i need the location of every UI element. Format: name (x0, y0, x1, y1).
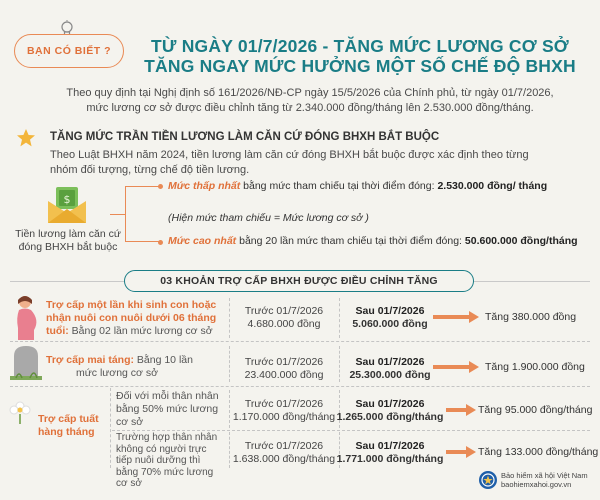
survivor-sub1-increase: Tăng 95.000 đồng/tháng (478, 404, 593, 416)
birth-allowance-desc: Bằng 02 lần mức lương cơ sở (68, 325, 213, 337)
minimum-level-line (168, 180, 547, 192)
birth-after (340, 305, 440, 331)
survivor-allowance-name (38, 413, 118, 439)
survivor-sub2-desc-line3: tiếp nuôi dưỡng thì (116, 455, 201, 466)
survivor-sub1-after-value: 1.265.000 đồng/tháng (336, 411, 444, 423)
intro-line1: Theo quy định tại Nghị định số 161/2026/NĐ-CP ngày 15/5/2026 của Chính phủ, từ ngày 01/7/2026, (66, 87, 554, 99)
bracket-connector (125, 186, 161, 242)
increase-arrow (433, 312, 479, 322)
survivor-allowance-name-line2: hàng tháng (38, 426, 95, 438)
survivor-sub1-after-label: Sau 01/7/2026 (355, 398, 425, 410)
maximum-level-value: 50.600.000 đồng/tháng (464, 235, 578, 247)
footer-org-name: Bảo hiểm xã hội Việt Nam (501, 471, 588, 480)
birth-allowance-name-line3: tuổi: (46, 325, 69, 337)
row-separator (10, 386, 590, 387)
bracket-connector-mid (110, 214, 126, 215)
page-title-line1: TỪ NGÀY 01/7/2026 - TĂNG MỨC LƯƠNG CƠ SỞ (151, 36, 569, 56)
survivor-sub2-after (334, 440, 446, 466)
section1-body-line1: Theo Luật BHXH năm 2024, tiền lương làm căn cứ đóng BHXH bắt buộc được xác định theo từng (50, 149, 529, 161)
flower-icon (6, 400, 34, 424)
funeral-allowance (46, 354, 226, 380)
survivor-sub2-desc-line5: cơ sở (116, 478, 142, 489)
tombstone-icon (10, 344, 42, 380)
social-insurance-logo (478, 470, 498, 490)
survivor-sub2-after-label: Sau 01/7/2026 (355, 440, 425, 452)
birth-before-value: 4.680.000 đồng (247, 318, 321, 330)
footer-site[interactable]: baohiemxahoi.gov.vn (501, 480, 572, 489)
maximum-level-label: Mức cao nhất (168, 235, 237, 247)
funeral-after (340, 356, 440, 382)
birth-allowance-name (46, 299, 226, 338)
intro-line2: mức lương cơ sở được điều chỉnh tăng từ 2.340.000 đồng/tháng lên 2.530.000 đồng/tháng. (86, 102, 534, 114)
row-separator (112, 430, 590, 431)
section2-heading: 03 KHOẢN TRỢ CẤP BHXH ĐƯỢC ĐIỀU CHỈNH TĂNG (124, 270, 474, 292)
funeral-after-value: 25.300.000 đồng (349, 369, 431, 381)
increase-arrow (446, 447, 476, 457)
salary-basis-label (6, 228, 130, 254)
salary-basis-label-line1: Tiền lương làm căn cứ (15, 228, 121, 240)
minimum-level-value: 2.530.000 đồng/ tháng (437, 180, 548, 192)
birth-allowance-name-line1: Trợ cấp một lần khi sinh con hoặc (46, 299, 217, 311)
birth-before-label: Trước 01/7/2026 (244, 305, 324, 317)
star-icon (16, 128, 36, 148)
survivor-sub2-before (230, 440, 338, 466)
survivor-sub1-after (334, 398, 446, 424)
survivor-sub1-before-label: Trước 01/7/2026 (244, 398, 324, 410)
survivor-sub2-after-value: 1.771.000 đồng/tháng (336, 453, 444, 465)
survivor-sub1-before-value: 1.170.000 đồng/tháng (232, 411, 336, 423)
survivor-sub1-before (230, 398, 338, 424)
survivor-sub2-before-label: Trước 01/7/2026 (244, 440, 324, 452)
birth-after-label: Sau 01/7/2026 (355, 305, 425, 317)
reference-note: (Hiện mức tham chiếu = Mức lương cơ sở ) (168, 212, 369, 224)
survivor-sub1-desc-line3: cơ sở (116, 416, 144, 428)
section1-body (50, 148, 580, 178)
maximum-level-text: bằng 20 lần mức tham chiếu tại thời điểm đóng: (236, 235, 465, 247)
bullet-dot (158, 240, 163, 245)
funeral-allowance-desc-line2: mức lương cơ sở (76, 367, 158, 379)
intro-text (40, 86, 580, 116)
maximum-level-line (168, 235, 578, 247)
row-separator (10, 341, 590, 342)
birth-allowance-name-line2: nhận nuôi con nuôi dưới 06 tháng (46, 312, 217, 324)
footer-org (501, 471, 588, 489)
increase-arrow (433, 362, 479, 372)
did-you-know-badge: BẠN CÓ BIẾT ? (14, 34, 124, 68)
survivor-sub2-increase: Tăng 133.000 đồng/tháng (478, 446, 599, 458)
salary-basis-label-line2: đóng BHXH bắt buộc (18, 241, 118, 253)
funeral-before-value: 23.400.000 đồng (244, 369, 324, 381)
survivor-sub2-desc (116, 432, 228, 490)
survivor-sub2-desc-line4: bằng 70% mức lương (116, 466, 214, 478)
funeral-before-label: Trước 01/7/2026 (244, 356, 324, 368)
survivor-sub1-desc (116, 390, 228, 429)
bullet-dot (158, 184, 163, 189)
funeral-increase: Tăng 1.900.000 đồng (485, 361, 585, 373)
minimum-level-label: Mức thấp nhất (168, 180, 241, 192)
funeral-allowance-desc-line1: Bằng 10 lần (133, 354, 193, 366)
birth-increase: Tăng 380.000 đồng (485, 311, 577, 323)
page-title-line2: TĂNG NGAY MỨC HƯỞNG MỘT SỐ CHẾ ĐỘ BHXH (144, 56, 576, 76)
survivor-sub1-desc-line2: bằng 50% mức lương (116, 403, 219, 415)
survivor-sub2-before-value: 1.638.000 đồng/tháng (232, 453, 336, 465)
money-envelope-icon (44, 185, 90, 225)
survivor-sub2-desc-line1: Trường hợp thân nhân (116, 432, 218, 443)
funeral-allowance-name: Trợ cấp mai táng: (46, 354, 134, 366)
section1-heading: TĂNG MỨC TRẦN TIỀN LƯƠNG LÀM CĂN CỨ ĐÓNG BHXH BẮT BUỘC (50, 131, 440, 143)
birth-after-value: 5.060.000 đồng (352, 318, 428, 330)
funeral-after-label: Sau 01/7/2026 (355, 356, 425, 368)
minimum-level-text: bằng mức tham chiếu tại thời điểm đóng: (240, 180, 438, 192)
section1-body-line2: nhóm đối tượng, từng chế độ tiền lương. (50, 164, 250, 176)
survivor-sub1-desc-line1: Đối với mỗi thân nhân (116, 390, 219, 402)
survivor-sub2-desc-line2: không có người trực (116, 443, 207, 455)
column-separator (110, 388, 111, 468)
svg-text:$: $ (63, 193, 71, 206)
pregnant-woman-icon (8, 294, 44, 340)
survivor-allowance-name-line1: Trợ cấp tuất (38, 413, 99, 425)
funeral-before (230, 356, 338, 382)
increase-arrow (446, 405, 476, 415)
birth-before (230, 305, 338, 331)
